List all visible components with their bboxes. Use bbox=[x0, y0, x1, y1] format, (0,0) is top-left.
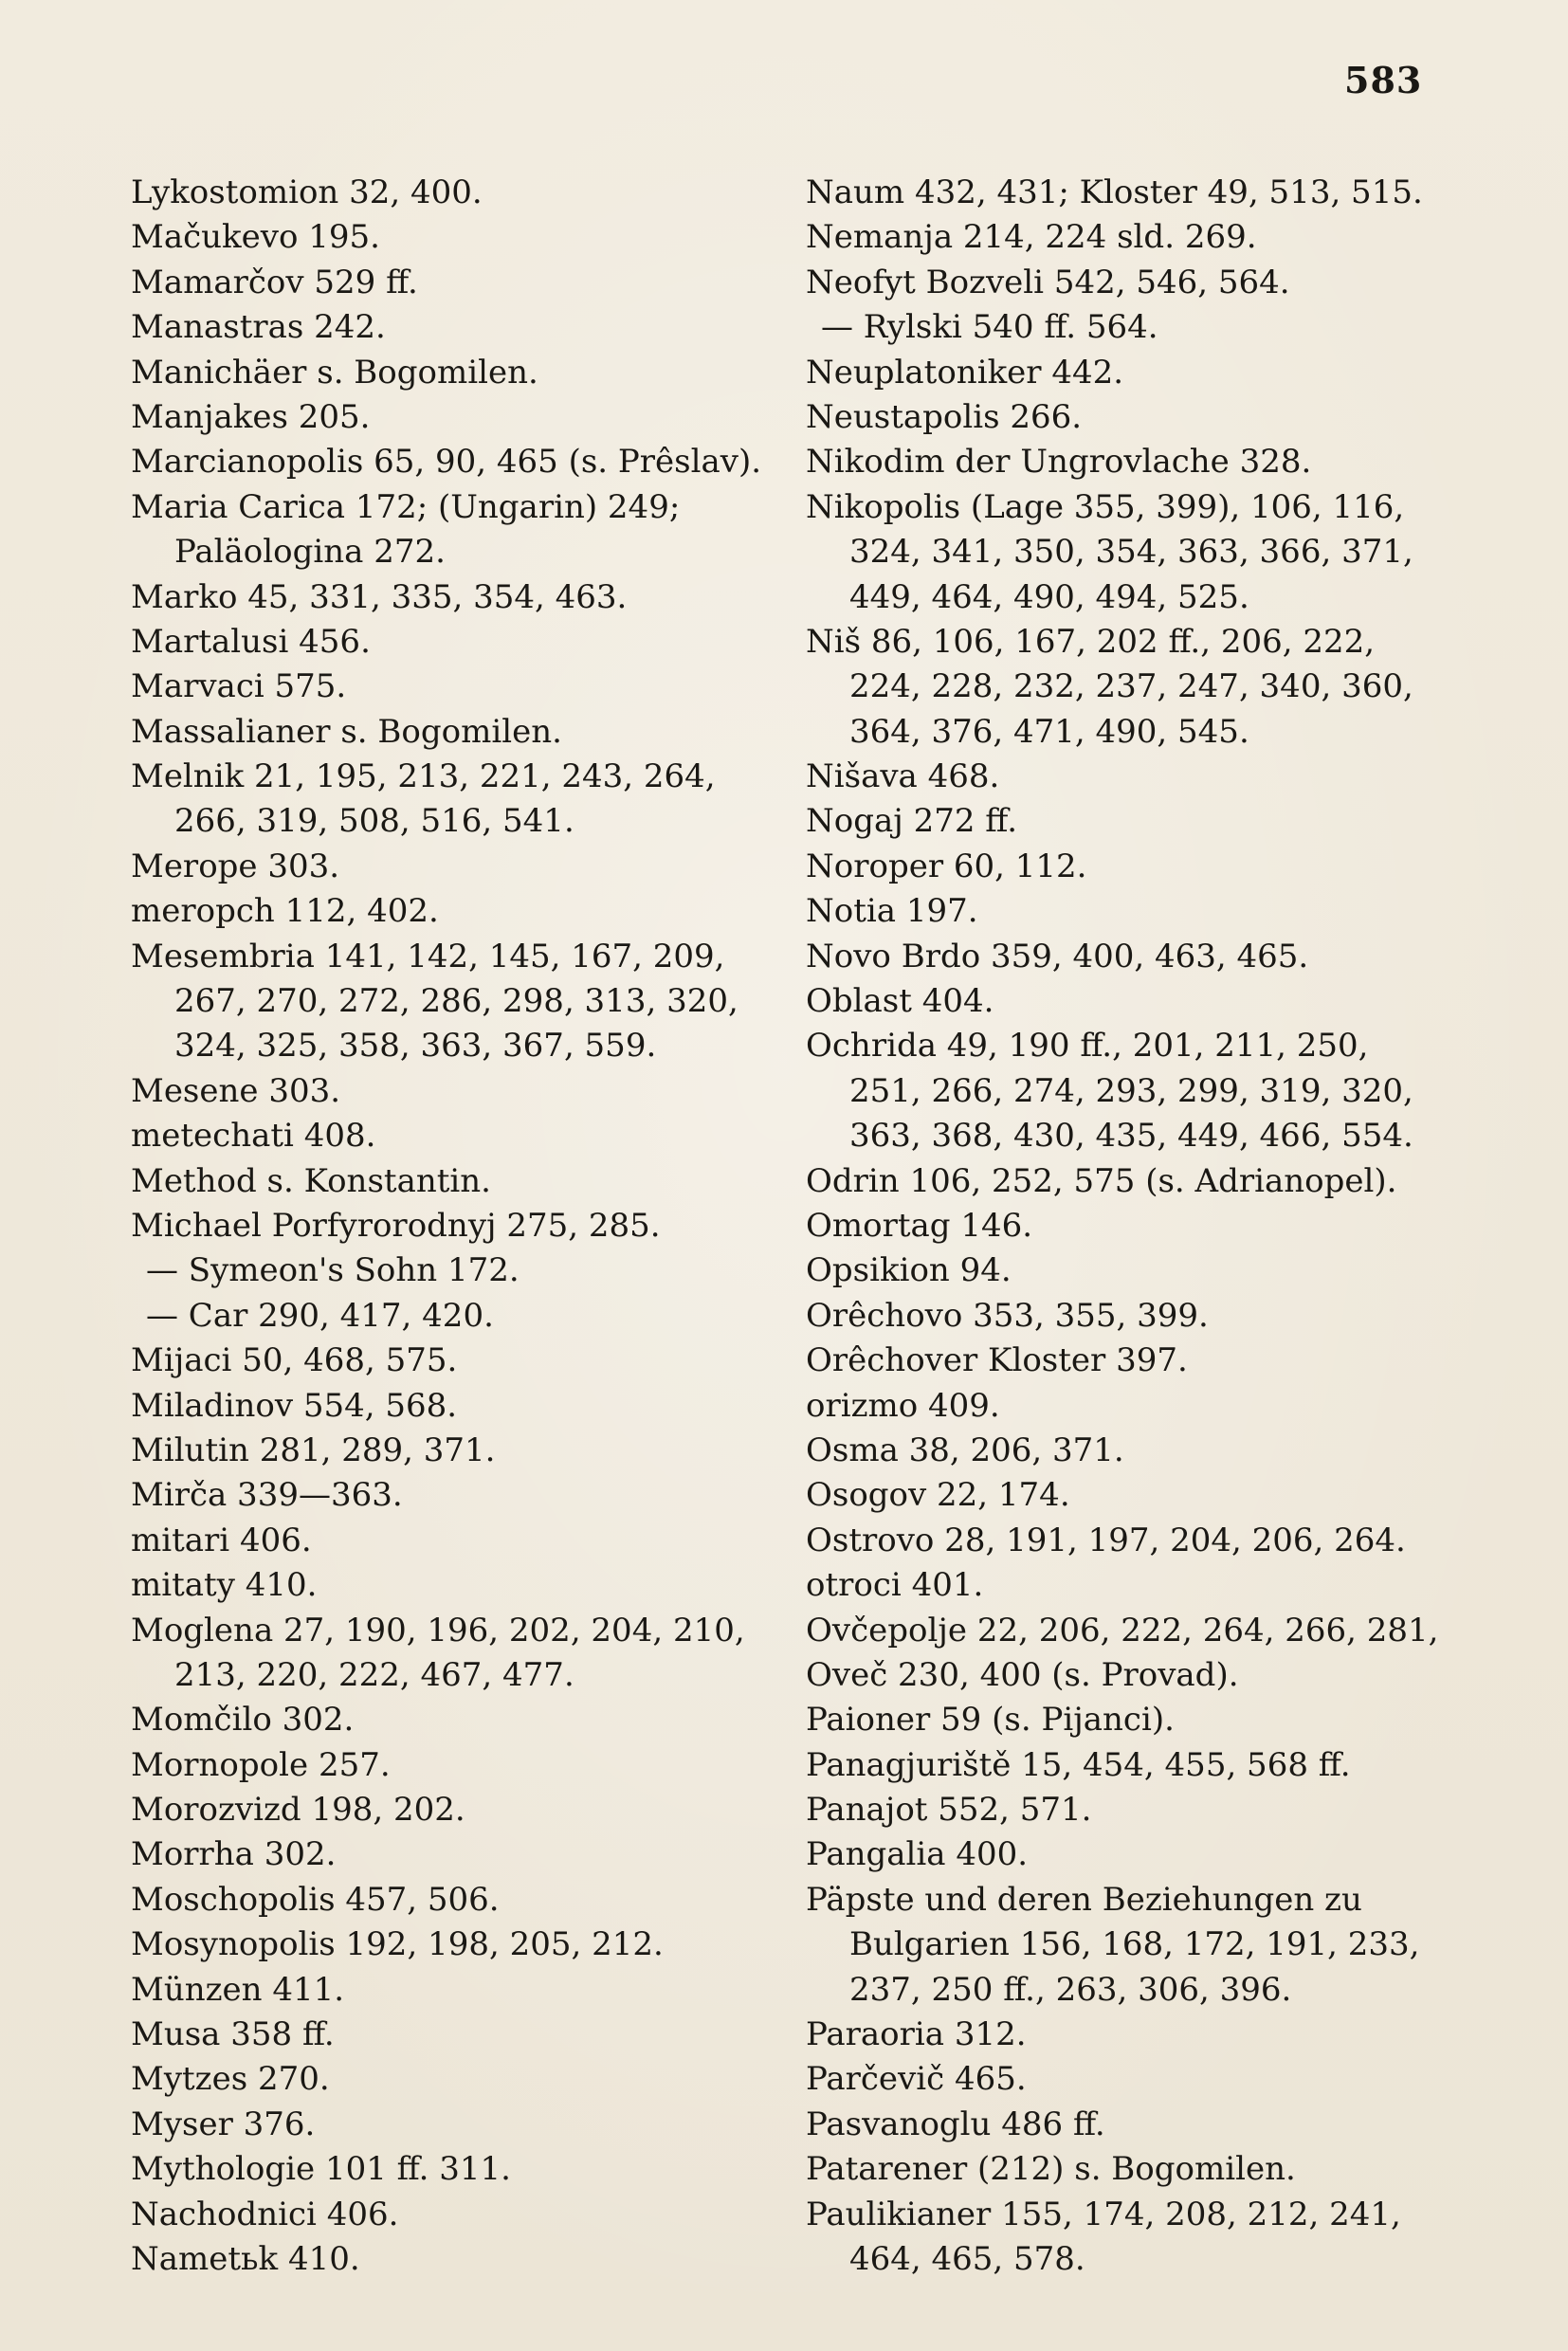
index-entry: Ostrovo 28, 191, 197, 204, 206, 264. bbox=[806, 1521, 1406, 1559]
index-entry: Mesene 303. bbox=[131, 1071, 341, 1110]
index-entry: Opsikion 94. bbox=[806, 1251, 1012, 1290]
index-entry: Odrin 106, 252, 575 (s. Adrianopel). bbox=[806, 1161, 1397, 1200]
index-entry: Panajot 552, 571. bbox=[806, 1791, 1092, 1830]
index-entry: Myser 376. bbox=[131, 2105, 316, 2143]
index-entry: Omortag 146. bbox=[806, 1206, 1033, 1245]
index-entry: mitari 406. bbox=[131, 1521, 312, 1559]
index-entry-continuation: Bulgarien 156, 168, 172, 191, 233, bbox=[849, 1925, 1420, 1964]
index-entry: Nikopolis (Lage 355, 399), 106, 116, bbox=[806, 487, 1405, 526]
index-entry: Mornopole 257. bbox=[131, 1745, 391, 1784]
index-entry: Parčevič 465. bbox=[806, 2060, 1027, 2099]
index-entry: meropch 112, 402. bbox=[131, 892, 439, 931]
index-entry-continuation: 251, 266, 274, 293, 299, 319, 320, bbox=[849, 1071, 1413, 1110]
index-entry: — Symeon's Sohn 172. bbox=[146, 1251, 520, 1290]
index-entry: Panagjuriště 15, 454, 455, 568 ff. bbox=[806, 1745, 1351, 1784]
index-entry: Nogaj 272 ff. bbox=[806, 802, 1018, 841]
index-entry-continuation: 363, 368, 430, 435, 449, 466, 554. bbox=[849, 1117, 1413, 1156]
index-entry: Manastras 242. bbox=[131, 308, 386, 347]
index-entry: Nemanja 214, 224 sld. 269. bbox=[806, 218, 1257, 257]
index-entry: Moschopolis 457, 506. bbox=[131, 1880, 500, 1919]
index-entry-continuation: 324, 341, 350, 354, 363, 366, 371, bbox=[849, 533, 1413, 572]
index-entry-continuation: 324, 325, 358, 363, 367, 559. bbox=[174, 1027, 657, 1066]
index-entry: Mirča 339—363. bbox=[131, 1476, 403, 1515]
index-entry: Lykostomion 32, 400. bbox=[131, 173, 483, 211]
index-entry: Novo Brdo 359, 400, 463, 465. bbox=[806, 937, 1309, 975]
index-entry-continuation: 364, 376, 471, 490, 545. bbox=[849, 712, 1249, 751]
index-entry: Mosynopolis 192, 198, 205, 212. bbox=[131, 1925, 664, 1964]
index-entry: Päpste und deren Beziehungen zu bbox=[806, 1880, 1362, 1919]
index-entry: mitaty 410. bbox=[131, 1566, 318, 1605]
index-entry: Neustapolis 266. bbox=[806, 397, 1083, 436]
index-entry: Melnik 21, 195, 213, 221, 243, 264, bbox=[131, 757, 716, 796]
index-entry: Michael Porfyrorodnyj 275, 285. bbox=[131, 1206, 661, 1245]
index-entry-continuation: 213, 220, 222, 467, 477. bbox=[174, 1655, 574, 1694]
index-entry: Milutin 281, 289, 371. bbox=[131, 1431, 496, 1469]
index-entry-continuation: 267, 270, 272, 286, 298, 313, 320, bbox=[174, 982, 738, 1021]
index-entry: Osma 38, 206, 371. bbox=[806, 1431, 1124, 1469]
index-entry: Ovеč 230, 400 (s. Provad). bbox=[806, 1655, 1239, 1694]
index-entry: Mythologie 101 ff. 311. bbox=[131, 2150, 511, 2189]
index-entry: Nachodnici 406. bbox=[131, 2195, 399, 2233]
index-entry: Mačukevo 195. bbox=[131, 218, 380, 257]
index-entry: Marcianopolis 65, 90, 465 (s. Prêslav). bbox=[131, 443, 762, 482]
index-entry: Musa 358 ff. bbox=[131, 2015, 335, 2054]
index-entry: Nikodim der Ungrovlache 328. bbox=[806, 443, 1312, 482]
index-entry: Morozvizd 198, 202. bbox=[131, 1791, 465, 1830]
index-entry: Orêchover Kloster 397. bbox=[806, 1341, 1188, 1380]
index-entry: Massalianer s. Bogomilen. bbox=[131, 712, 562, 751]
index-entry: metechati 408. bbox=[131, 1117, 376, 1156]
index-entry: Nišava 468. bbox=[806, 757, 1000, 796]
index-entry: Nametьk 410. bbox=[131, 2239, 360, 2278]
index-entry: Paioner 59 (s. Pijanci). bbox=[806, 1701, 1175, 1740]
index-entry: Naum 432, 431; Kloster 49, 513, 515. bbox=[806, 173, 1423, 211]
index-entry-continuation: 464, 465, 578. bbox=[849, 2239, 1085, 2278]
index-entry: Merope 303. bbox=[131, 847, 340, 885]
index-entry: — Car 290, 417, 420. bbox=[146, 1296, 494, 1335]
index-entry: Marvaci 575. bbox=[131, 667, 347, 706]
index-entry: Oblast 404. bbox=[806, 982, 994, 1021]
index-entry: Maria Carica 172; (Ungarin) 249; bbox=[131, 487, 681, 526]
index-entry: Paraoria 312. bbox=[806, 2015, 1027, 2054]
index-entry: Münzen 411. bbox=[131, 1970, 345, 2009]
index-entry: Patarener (212) s. Bogomilen. bbox=[806, 2150, 1296, 2189]
index-entry: orizmo 409. bbox=[806, 1386, 1000, 1425]
index-entry: Mytzes 270. bbox=[131, 2060, 330, 2099]
index-entry: Mamarčov 529 ff. bbox=[131, 263, 418, 301]
index-entry-continuation: 237, 250 ff., 263, 306, 396. bbox=[849, 1970, 1292, 2009]
index-column-right bbox=[806, 171, 1507, 2282]
index-entry: Pangalia 400. bbox=[806, 1835, 1029, 1874]
index-entry: — Rylski 540 ff. 564. bbox=[821, 308, 1158, 347]
index-entry: Ochrida 49, 190 ff., 201, 211, 250, bbox=[806, 1027, 1369, 1066]
index-entry: Momčilo 302. bbox=[131, 1701, 355, 1740]
index-entry: Miladinov 554, 568. bbox=[131, 1386, 458, 1425]
index-entry: Neofyt Bozveli 542, 546, 564. bbox=[806, 263, 1290, 301]
index-entry: Osogov 22, 174. bbox=[806, 1476, 1070, 1515]
index-entry: Morrha 302. bbox=[131, 1835, 337, 1874]
index-entry: Marko 45, 331, 335, 354, 463. bbox=[131, 577, 628, 616]
index-entry: Martalusi 456. bbox=[131, 622, 371, 661]
index-entry-continuation: Paläologina 272. bbox=[174, 533, 446, 572]
index-entry-continuation: 449, 464, 490, 494, 525. bbox=[849, 577, 1249, 616]
index-entry: Pasvanoglu 486 ff. bbox=[806, 2105, 1105, 2143]
index-entry: Notia 197. bbox=[806, 892, 978, 931]
index-entry: Method s. Konstantin. bbox=[131, 1161, 491, 1200]
index-entry-continuation: 266, 319, 508, 516, 541. bbox=[174, 802, 574, 841]
index-entry: Paulikianer 155, 174, 208, 212, 241, bbox=[806, 2195, 1401, 2233]
index-entry: Niš 86, 106, 167, 202 ff., 206, 222, bbox=[806, 622, 1376, 661]
index-entry: Neuplatoniker 442. bbox=[806, 353, 1124, 392]
index-entry: Ovčepolje 22, 206, 222, 264, 266, 281, bbox=[806, 1611, 1439, 1649]
index-entry: otroci 401. bbox=[806, 1566, 984, 1605]
index-entry: Manjakes 205. bbox=[131, 397, 371, 436]
index-entry: Noroper 60, 112. bbox=[806, 847, 1087, 885]
index-entry: Mijaci 50, 468, 575. bbox=[131, 1341, 458, 1380]
index-entry: Orêchovo 353, 355, 399. bbox=[806, 1296, 1209, 1335]
index-column-left bbox=[131, 171, 832, 2282]
index-entry: Manichäer s. Bogomilen. bbox=[131, 353, 538, 392]
page-number: 583 bbox=[1344, 59, 1423, 101]
index-entry: Mesembria 141, 142, 145, 167, 209, bbox=[131, 937, 725, 975]
index-entry-continuation: 224, 228, 232, 237, 247, 340, 360, bbox=[849, 667, 1413, 706]
index-entry: Moglena 27, 190, 196, 202, 204, 210, bbox=[131, 1611, 745, 1649]
